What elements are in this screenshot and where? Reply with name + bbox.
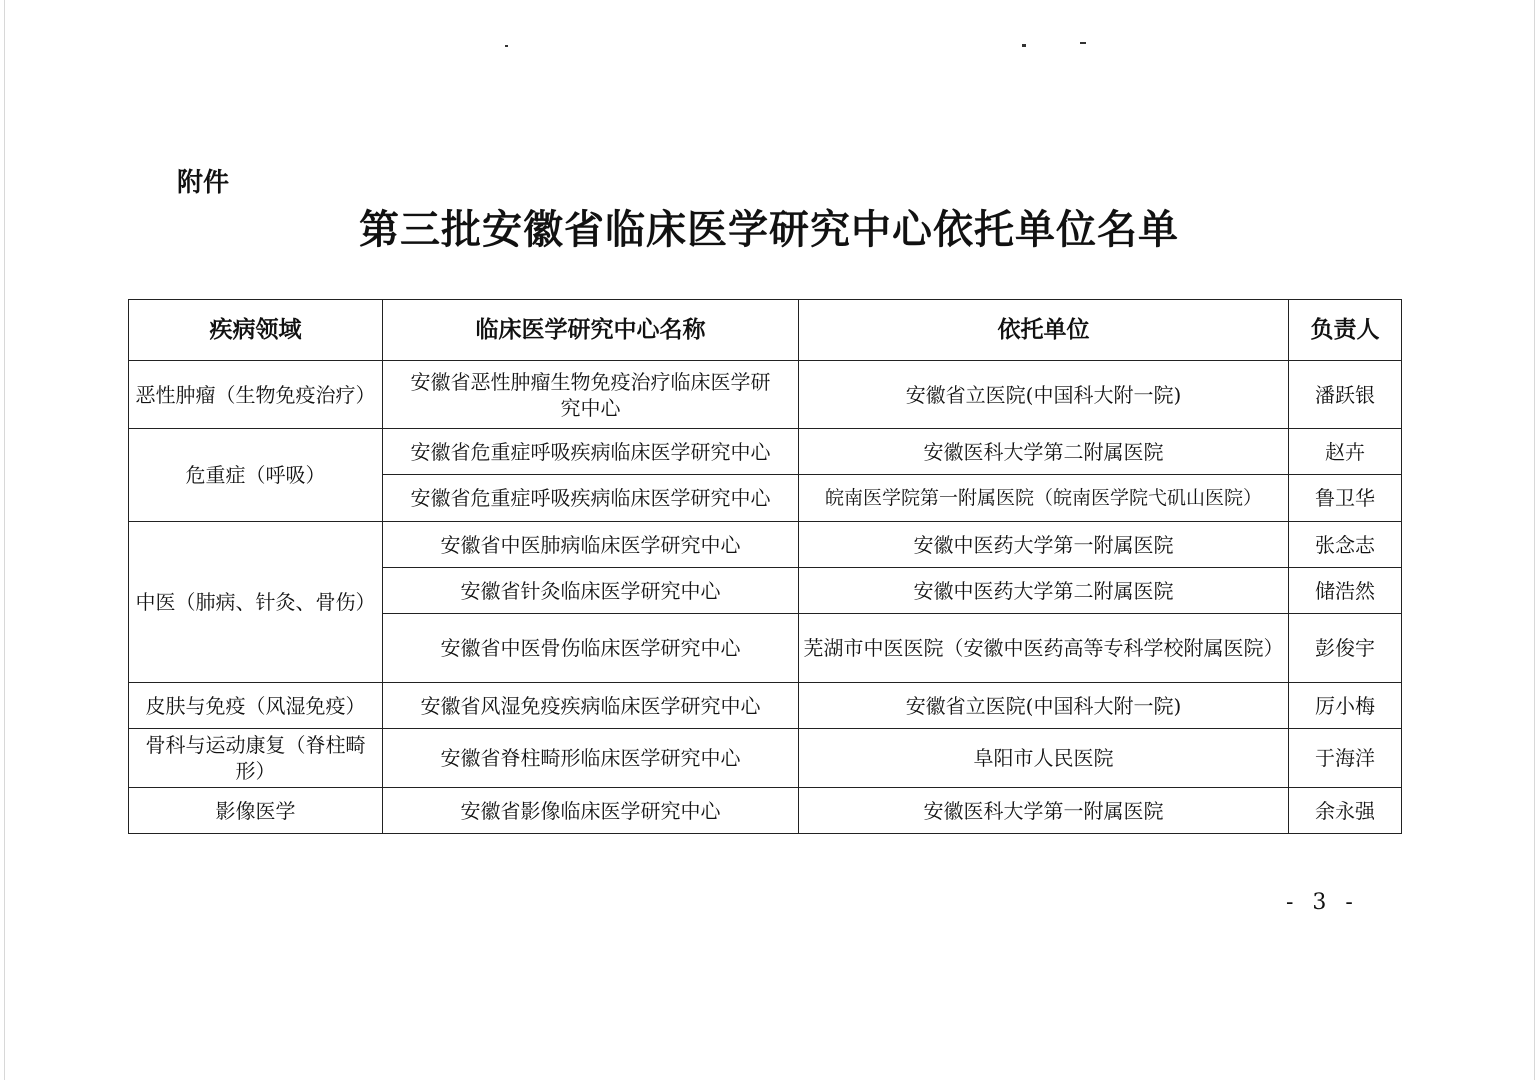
table-row bbox=[129, 429, 1402, 475]
cell-leader: 赵卉 bbox=[1289, 429, 1402, 475]
cell-leader: 潘跃银 bbox=[1289, 361, 1402, 429]
cell-unit: 安徽中医药大学第二附属医院 bbox=[799, 568, 1289, 614]
scan-specks bbox=[0, 40, 1538, 50]
cell-center: 安徽省针灸临床医学研究中心 bbox=[383, 568, 799, 614]
cell-unit: 芜湖市中医医院（安徽中医药高等专科学校附属医院） bbox=[799, 614, 1289, 683]
header-unit: 依托单位 bbox=[799, 300, 1289, 361]
cell-unit: 安徽医科大学第一附属医院 bbox=[799, 788, 1289, 834]
page-edge-right bbox=[1534, 0, 1535, 1080]
cell-center: 安徽省中医肺病临床医学研究中心 bbox=[383, 522, 799, 568]
table-row bbox=[129, 729, 1402, 788]
cell-center: 安徽省风湿免疫疾病临床医学研究中心 bbox=[383, 683, 799, 729]
cell-center: 安徽省危重症呼吸疾病临床医学研究中心 bbox=[383, 429, 799, 475]
cell-unit: 安徽省立医院(中国科大附一院) bbox=[799, 683, 1289, 729]
cell-field: 危重症（呼吸） bbox=[129, 429, 383, 522]
cell-unit: 安徽医科大学第二附属医院 bbox=[799, 429, 1289, 475]
center-list-table bbox=[128, 299, 1402, 834]
cell-center: 安徽省中医骨伤临床医学研究中心 bbox=[383, 614, 799, 683]
cell-leader: 彭俊宇 bbox=[1289, 614, 1402, 683]
header-leader: 负责人 bbox=[1289, 300, 1402, 361]
cell-leader: 于海洋 bbox=[1289, 729, 1402, 788]
cell-center: 安徽省恶性肿瘤生物免疫治疗临床医学研究中心 bbox=[383, 361, 799, 429]
cell-unit: 安徽省立医院(中国科大附一院) bbox=[799, 361, 1289, 429]
attachment-label: 附件 bbox=[177, 168, 230, 198]
header-center: 临床医学研究中心名称 bbox=[383, 300, 799, 361]
cell-field: 影像医学 bbox=[129, 788, 383, 834]
cell-leader: 厉小梅 bbox=[1289, 683, 1402, 729]
table-row bbox=[129, 361, 1402, 429]
document-title: 第三批安徽省临床医学研究中心依托单位名单 bbox=[359, 206, 1179, 253]
cell-leader: 张念志 bbox=[1289, 522, 1402, 568]
table-row bbox=[129, 522, 1402, 568]
cell-unit: 阜阳市人民医院 bbox=[799, 729, 1289, 788]
cell-center: 安徽省影像临床医学研究中心 bbox=[383, 788, 799, 834]
table-header-row bbox=[129, 300, 1402, 361]
cell-field: 皮肤与免疫（风湿免疫） bbox=[129, 683, 383, 729]
cell-field: 恶性肿瘤（生物免疫治疗） bbox=[129, 361, 383, 429]
header-field: 疾病领域 bbox=[129, 300, 383, 361]
cell-field: 中医（肺病、针灸、骨伤） bbox=[129, 522, 383, 683]
table-row bbox=[129, 683, 1402, 729]
cell-center: 安徽省危重症呼吸疾病临床医学研究中心 bbox=[383, 475, 799, 522]
cell-unit: 安徽中医药大学第一附属医院 bbox=[799, 522, 1289, 568]
cell-leader: 余永强 bbox=[1289, 788, 1402, 834]
cell-leader: 储浩然 bbox=[1289, 568, 1402, 614]
cell-unit: 皖南医学院第一附属医院（皖南医学院弋矶山医院） bbox=[799, 475, 1289, 522]
page-number: - 3 - bbox=[1286, 890, 1359, 915]
page-edge-left bbox=[4, 0, 5, 1080]
cell-leader: 鲁卫华 bbox=[1289, 475, 1402, 522]
cell-center: 安徽省脊柱畸形临床医学研究中心 bbox=[383, 729, 799, 788]
table-row bbox=[129, 788, 1402, 834]
cell-field: 骨科与运动康复（脊柱畸形） bbox=[129, 729, 383, 788]
